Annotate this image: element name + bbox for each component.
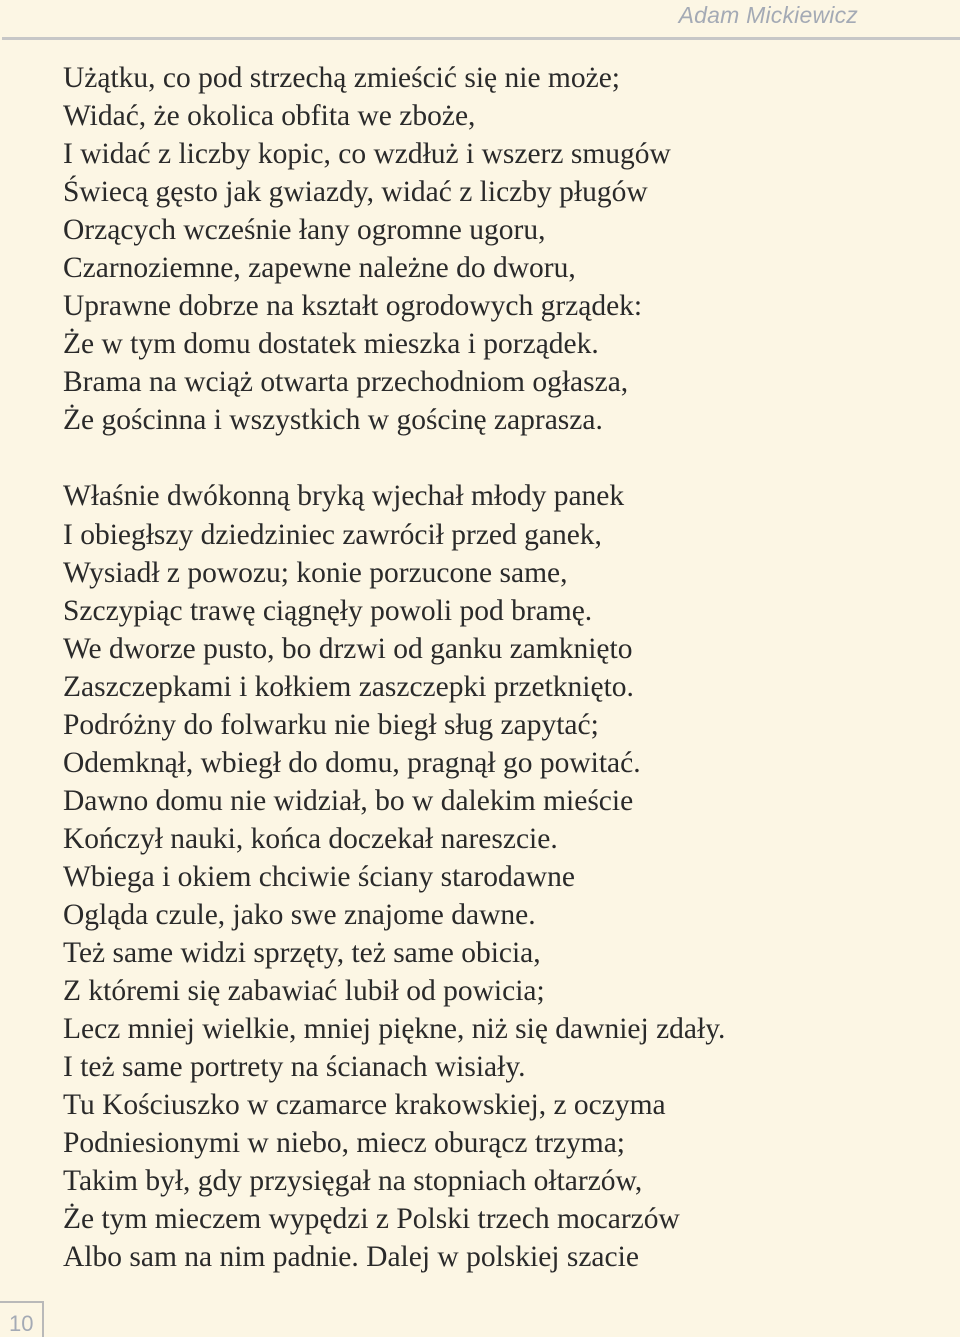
stanza-1 bbox=[63, 59, 923, 439]
verse-line: Lecz mniej wielkie, mniej piękne, niż się dawniej zdały. bbox=[63, 1013, 726, 1046]
verse-line: Użątku, co pod strzechą zmieścić się nie może; bbox=[63, 62, 620, 94]
verse-line: Że tym mieczem wypędzi z Polski trzech mocarzów bbox=[63, 1203, 680, 1236]
verse-line: Świecą gęsto jak gwiazdy, widać z liczby pługów bbox=[63, 176, 648, 209]
stanza-2 bbox=[63, 477, 923, 1276]
verse-line: Orzących wcześnie łany ogromne ugoru, bbox=[63, 214, 546, 247]
verse-line: We dworze pusto, bo drzwi od ganku zamknięto bbox=[63, 632, 633, 665]
verse-line: Tu Kościuszko w czamarce krakowskiej, z oczyma bbox=[63, 1089, 666, 1122]
verse-line: Szczypiąc trawę ciągnęły powoli pod bramę. bbox=[63, 594, 593, 627]
verse-line: Widać, że okolica obfita we zboże, bbox=[63, 100, 476, 133]
verse-line: Z któremi się zabawiać lubił od powicia; bbox=[63, 975, 545, 1008]
verse-line: Uprawne dobrze na kształt ogrodowych grządek: bbox=[63, 290, 643, 323]
verse-line: Właśnie dwókonną bryką wjechał młody panek bbox=[63, 480, 625, 513]
running-header-author: Adam Mickiewicz bbox=[678, 2, 858, 28]
verse-line: I widać z liczby kopic, co wzdłuż i wszerz smugów bbox=[63, 138, 671, 171]
verse-line: Podniesionymi w niebo, miecz oburącz trzyma; bbox=[63, 1127, 625, 1160]
header-divider bbox=[2, 37, 960, 40]
verse-line: Że gościnna i wszystkich w gościnę zaprasza. bbox=[63, 404, 603, 437]
verse-line: Odemknął, wbiegł do domu, pragnął go powitać. bbox=[63, 746, 641, 779]
verse-line: Że w tym domu dostatek mieszka i porządek. bbox=[63, 328, 599, 361]
verse-line: Podróżny do folwarku nie biegł sług zapytać; bbox=[63, 708, 599, 741]
poem-text bbox=[63, 59, 923, 1276]
verse-line: Też same widzi sprzęty, też same obicia, bbox=[63, 937, 541, 970]
verse-line: I obiegłszy dziedziniec zawrócił przed ganek, bbox=[63, 518, 602, 551]
verse-line: Wysiadł z powozu; konie porzucone same, bbox=[63, 556, 568, 589]
verse-line: I też same portrety na ścianach wisiały. bbox=[63, 1051, 526, 1084]
verse-line: Ogląda czule, jako swe znajome dawne. bbox=[63, 898, 536, 931]
verse-line: Dawno domu nie widział, bo w dalekim mieście bbox=[63, 784, 634, 817]
verse-line: Albo sam na nim padnie. Dalej w polskiej szacie bbox=[63, 1241, 639, 1274]
verse-line: Zaszczepkami i kołkiem zaszczepki przetknięto. bbox=[63, 670, 634, 703]
verse-line: Kończył nauki, końca doczekał nareszcie. bbox=[63, 822, 558, 855]
verse-line: Brama na wciąż otwarta przechodniom ogłasza, bbox=[63, 366, 629, 399]
page-number: 10 bbox=[9, 1311, 34, 1336]
verse-line: Wbiega i okiem chciwie ściany starodawne bbox=[63, 860, 575, 893]
verse-line: Takim był, gdy przysięgał na stopniach ołtarzów, bbox=[63, 1165, 643, 1198]
verse-line: Czarnoziemne, zapewne należne do dworu, bbox=[63, 252, 576, 285]
